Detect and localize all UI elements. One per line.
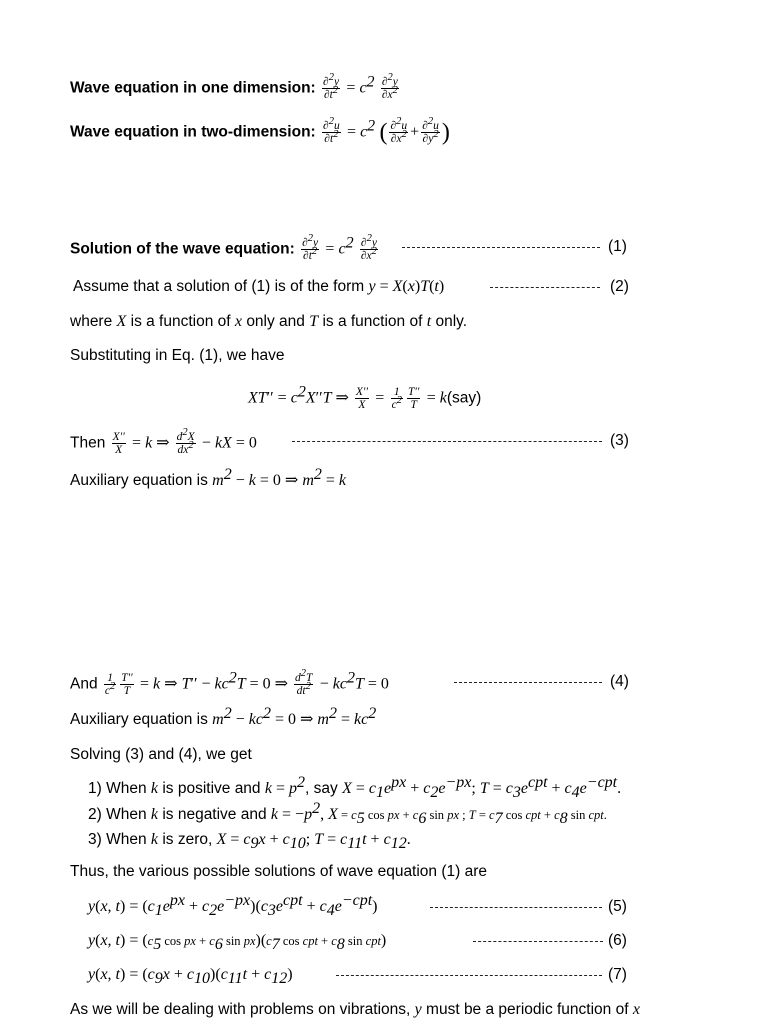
case-text: 2) When (88, 806, 147, 823)
fraction: $\frac{\partial^2u}{\partial x^2}$ (390, 116, 408, 145)
wave-equation-2d: Wave equation in two-dimension: $\frac{\partial^2u}{\partial t^2}$ = $c^2$ ( $\frac{\partial^2u}{\partial x^2}$ + $\frac{\partial^2u}{\partial y^2}$ ) (70, 116, 450, 146)
fraction: $\frac{d^2T}{dt^2}$ (295, 668, 313, 697)
fraction: $\frac{\partial^2y}{\partial x^2}$ (360, 233, 377, 262)
fraction: $\frac{\partial^2u}{\partial t^2}$ (323, 116, 340, 145)
where-text: only and (246, 313, 305, 330)
heading-solution: Solution of the wave equation: (70, 240, 295, 258)
heading-2d: Wave equation in two-dimension: (70, 123, 316, 141)
dash-leader (490, 287, 600, 288)
fraction: $\frac{T''}{T}$ (121, 672, 133, 697)
where-text: where (70, 313, 113, 330)
fraction: $\frac{\partial^2y}{\partial t^2}$ (323, 72, 340, 101)
eq-label-7: (7) (608, 966, 627, 983)
final-text: must be a periodic function of (426, 1001, 629, 1018)
heading-1d: Wave equation in one dimension: (70, 79, 316, 97)
fraction: $\frac{\partial^2u}{\partial y^2}$ (422, 116, 439, 145)
then-text: Then (70, 434, 106, 452)
aux-text: Auxiliary equation is (70, 472, 208, 489)
solution-5: y(x, $t) = (c_1e^{px} + c_2e^{-px})(c_3e^{cpt} + c_4e^{-cpt})$ (5) (88, 891, 627, 920)
fraction: $\frac{X''}{X}$ (112, 431, 125, 456)
dash-leader (402, 247, 600, 248)
dash-leader (473, 941, 603, 942)
eq-label-2: (2) (610, 278, 629, 295)
say-text: (say) (446, 389, 482, 407)
fraction: $\frac{\partial^2y}{\partial x^2}$ (381, 72, 398, 101)
substituting-line (70, 346, 285, 366)
fraction: $\frac{\partial^2y}{\partial t^2}$ (302, 233, 319, 262)
assume-line: Assume that a solution of (1) is of the form y = X(x)T(t) (2) (73, 278, 629, 295)
eq-label-6: (6) (608, 932, 627, 949)
where-text: is a function of (322, 313, 423, 330)
eq-label-1: (1) (608, 238, 627, 255)
case-3: 3) When k is zero, $X = c_9x + c_{10}$; $T = c_{11}t + c_{12}$. (88, 831, 411, 853)
assume-text: Assume that a solution of (1) is of the form (73, 278, 365, 295)
where-text: is a function of (130, 313, 231, 330)
case-text: , say (305, 780, 338, 797)
separation-equation: $XT'' = c^2X''T$ ⇒ $\frac{X''}{X}$ = $\frac{1}{c^2}$ $\frac{T''}{T}$ = k(say) (248, 383, 482, 411)
solution-6: y(x, $t) = (c_5$ cos px + $c_6$ $\sin px)(c_7$ cos cpt + $c_8$ sin cpt) (6) (88, 932, 627, 954)
solution-heading-line: Solution of the wave equation: $\frac{\partial^2y}{\partial t^2}$ = $c^2$ $\frac{\partial^2y}{\partial x^2}$ (1) (70, 233, 627, 262)
fraction: $\frac{T''}{T}$ (407, 386, 420, 411)
thus-text: Thus, the various possible solutions of wave equation (1) are (70, 863, 488, 880)
fraction: $\frac{X''}{X}$ (355, 386, 368, 411)
case-2: 2) When k is negative and $k = -p^2$, $X = c_5$ cos px + $c_6$ sin px ; $T = c_7$ cos cpt + $c_8$ sin cpt. (88, 799, 607, 828)
and-line: And $\frac{1}{c^2}$ $\frac{T''}{T}$ = k ⇒ $T'' - kc^2T = 0$ ⇒ $\frac{d^2T}{dt^2}$ − $kc^2T = 0$ (4) (70, 668, 629, 697)
dash-leader (430, 907, 602, 908)
auxiliary-line-1: Auxiliary equation is $m^2 - k = 0$ ⇒ $m^2 = k$ (70, 465, 347, 489)
eq-label-4: (4) (610, 673, 629, 690)
case-text: is zero, (162, 831, 213, 848)
dash-leader (336, 975, 602, 976)
fraction: $\frac{1}{c^2}$ (391, 386, 402, 411)
where-line: where X is a function of x only and T is a function of t only. (70, 313, 468, 330)
dash-leader (292, 441, 602, 442)
thus-line (70, 862, 487, 882)
where-text: only. (435, 313, 468, 330)
case-text: 1) When (88, 780, 147, 797)
wave-equation-1d: Wave equation in one dimension: $\frac{\partial^2y}{\partial t^2}$ = $c^2$ $\frac{\partial^2y}{\partial x^2}$ (70, 72, 398, 101)
substituting-text: Substituting in Eq. (1), we have (70, 347, 285, 364)
then-line: Then $\frac{X''}{X}$ = k ⇒ $\frac{d^2X}{dx^2}$ − kX = 0 (3) (70, 427, 629, 456)
dash-leader (454, 682, 602, 683)
case-text: is negative and (162, 806, 267, 823)
solution-7: y(x, $t) = (c_9x + c_{10})(c_{11}t + c_{12})$ (7) (88, 966, 627, 988)
fraction: $\frac{1}{c^2}$ (104, 672, 116, 697)
case-text: is positive and (162, 780, 261, 797)
case-1: 1) When k is positive and $k = p^2$, say $X = c_1e^{px} + c_2e^{-px}$; $T = c_3e^{cpt} + c_4e^{-cpt}$. (88, 773, 622, 802)
final-text: As we will be dealing with problems on vibrations, (70, 1001, 411, 1018)
case-text: 3) When (88, 831, 147, 848)
eq-label-3: (3) (610, 432, 629, 449)
eq-label-5: (5) (608, 898, 627, 915)
solving-line (70, 745, 252, 765)
aux-text: Auxiliary equation is (70, 711, 208, 728)
auxiliary-line-2: Auxiliary equation is $m^2 - kc^2 = 0$ ⇒ $m^2 = kc^2$ (70, 704, 377, 728)
fraction: $\frac{d^2X}{dx^2}$ (176, 427, 195, 456)
solving-text: Solving (3) and (4), we get (70, 746, 252, 763)
final-line: As we will be dealing with problems on vibrations, y must be a periodic function of x (70, 1001, 640, 1018)
and-text: And (70, 675, 98, 693)
